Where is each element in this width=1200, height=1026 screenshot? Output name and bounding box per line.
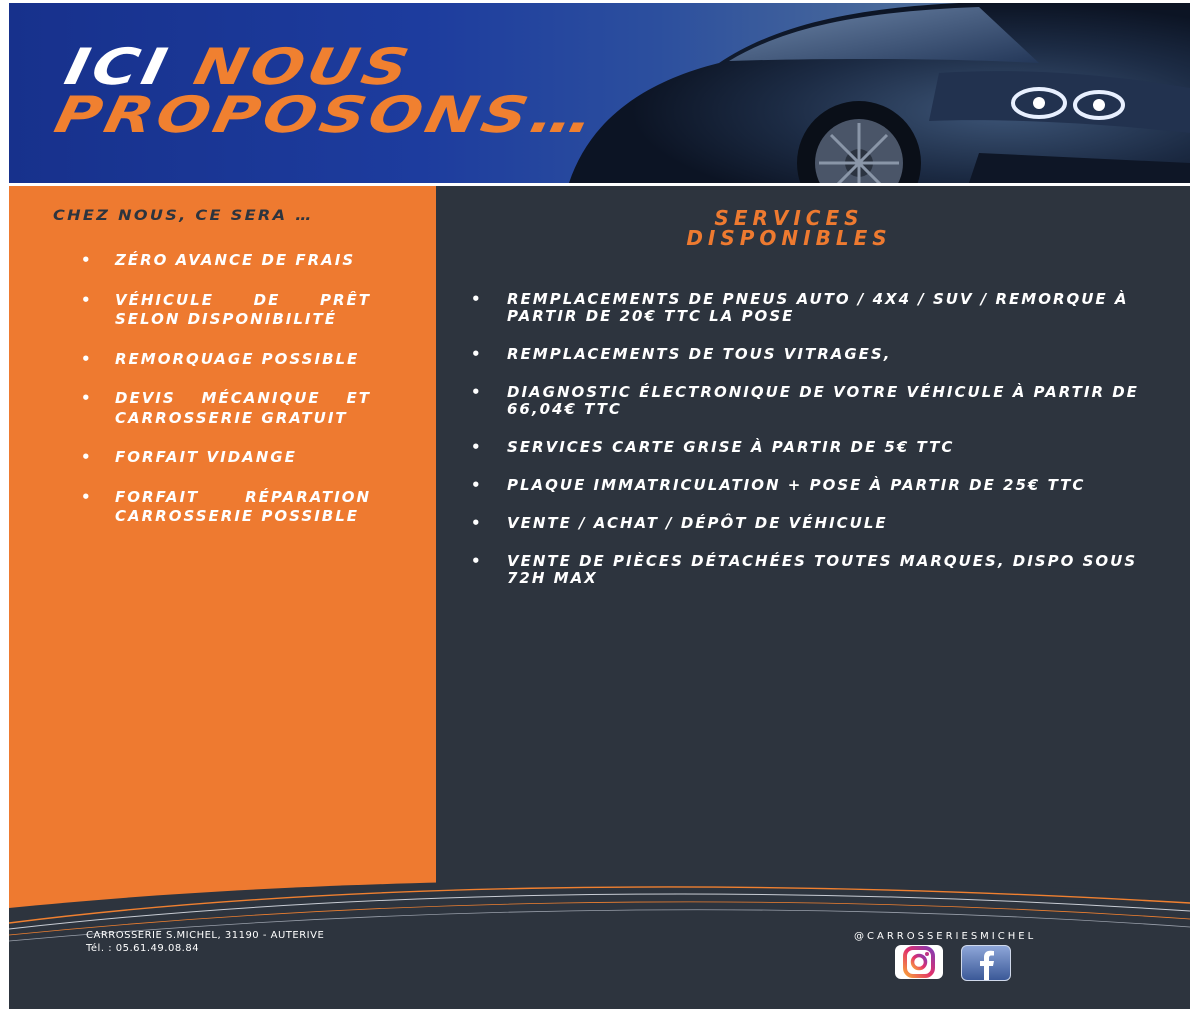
headline-word-ici: ICI xyxy=(59,38,176,96)
footer-address: CARROSSERIE S.MICHEL, 31190 - AUTERIVE xyxy=(86,930,325,941)
headline xyxy=(49,38,613,144)
list-item: • FORFAIT RÉPARATION CARROSSERIE POSSIBLE xyxy=(81,488,371,527)
advantages-list xyxy=(81,251,371,547)
hero-banner xyxy=(9,3,1190,183)
left-title: CHEZ NOUS, CE SERA … xyxy=(53,208,314,224)
list-item: • SERVICES CARTE GRISE À PARTIR DE 5€ TTC xyxy=(471,439,1161,456)
list-item: • VENTE / ACHAT / DÉPÔT DE VÉHICULE xyxy=(471,515,1161,532)
list-item: • FORFAIT VIDANGE xyxy=(81,448,371,468)
footer-contact xyxy=(86,929,324,955)
services-title-line2: DISPONIBLES xyxy=(686,226,892,250)
list-item: • PLAQUE IMMATRICULATION + POSE À PARTIR DE 25€ TTC xyxy=(471,477,1161,494)
list-item: • REMORQUAGE POSSIBLE xyxy=(81,350,371,370)
social-handle: @CARROSSERIESMICHEL xyxy=(854,931,1037,942)
list-item: • REMPLACEMENTS DE PNEUS AUTO / 4X4 / SUV / REMORQUE À PARTIR DE 20€ TTC LA POSE xyxy=(471,291,1161,325)
services-title-line1: SERVICES xyxy=(714,206,864,230)
footer-phone: Tél. : 05.61.49.08.84 xyxy=(86,943,200,954)
list-item: • DIAGNOSTIC ÉLECTRONIQUE DE VOTRE VÉHICULE À PARTIR DE 66,04€ TTC xyxy=(471,384,1161,418)
headline-word-nous: NOUS xyxy=(188,38,418,96)
services-title xyxy=(609,208,969,248)
services-list xyxy=(471,291,1161,608)
headline-word-proposons: PROPOSONS… xyxy=(49,86,604,144)
list-item: • VÉHICULE DE PRÊT SELON DISPONIBILITÉ xyxy=(81,291,371,330)
list-item: • ZÉRO AVANCE DE FRAIS xyxy=(81,251,371,271)
list-item: • REMPLACEMENTS DE TOUS VITRAGES, xyxy=(471,346,1161,363)
list-item: • VENTE DE PIÈCES DÉTACHÉES TOUTES MARQUES, DISPO SOUS 72H MAX xyxy=(471,553,1161,587)
instagram-icon[interactable] xyxy=(895,945,943,979)
facebook-icon[interactable] xyxy=(961,945,1011,981)
list-item: • DEVIS MÉCANIQUE ET CARROSSERIE GRATUIT xyxy=(81,389,371,428)
flyer-page xyxy=(9,3,1190,1009)
